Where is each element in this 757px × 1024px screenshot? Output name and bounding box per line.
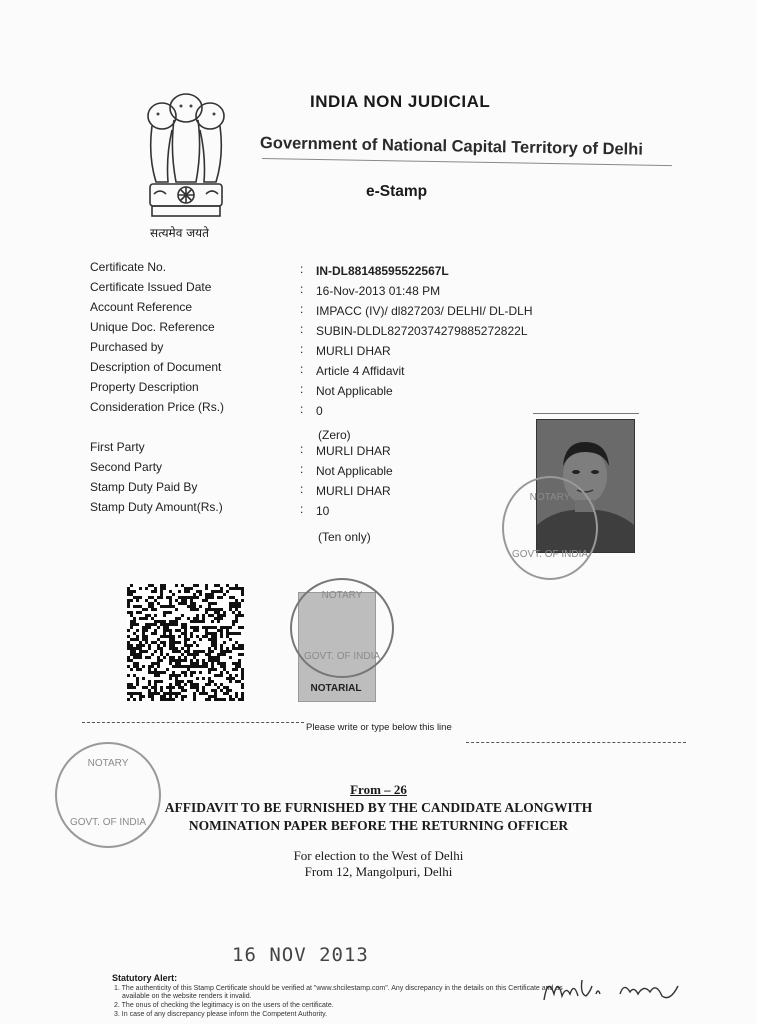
field-value: MURLI DHAR	[316, 484, 391, 498]
field-value: 16-Nov-2013 01:48 PM	[316, 284, 441, 298]
qr-code-icon	[127, 584, 244, 701]
field-value: (Zero)	[318, 428, 351, 442]
field-value: (Ten only)	[318, 530, 371, 544]
field-label: Stamp Duty Amount(Rs.)	[90, 500, 223, 514]
field-colon: :	[300, 502, 304, 516]
field-label: Certificate No.	[90, 260, 167, 274]
affidavit-line-1: AFFIDAVIT TO BE FURNISHED BY THE CANDIDATE ALONGWITH	[164, 800, 593, 815]
field-colon: :	[300, 402, 304, 416]
divider-right	[466, 742, 686, 743]
field-value: SUBIN-DLDL82720374279885272822L	[316, 324, 528, 338]
field-colon: :	[300, 362, 304, 376]
field-colon: :	[300, 442, 304, 456]
notary-seal-icon-3: NOTARY GOVT. OF INDIA	[55, 742, 161, 848]
field-label: Purchased by	[90, 340, 164, 354]
header-underline	[262, 158, 672, 166]
header-government: Government of National Capital Territory of Delhi	[259, 134, 644, 159]
field-label: Stamp Duty Paid By	[90, 480, 198, 494]
election-line-2: From 12, Mangolpuri, Delhi	[304, 864, 453, 879]
ashoka-emblem-icon	[138, 86, 234, 222]
photo-top-line	[533, 413, 639, 414]
statutory-line-2: available on the website renders it invalid.	[122, 993, 252, 1000]
field-label: Certificate Issued Date	[90, 280, 212, 294]
divider-text: Please write or type below this line	[306, 722, 452, 733]
field-value: Not Applicable	[316, 384, 393, 398]
field-colon: :	[300, 302, 304, 316]
field-value: MURLI DHAR	[316, 444, 391, 458]
handwritten-signature	[540, 972, 685, 1010]
field-label: Unique Doc. Reference	[90, 320, 215, 334]
statutory-line-4: 3. In case of any discrepancy please inform the Competent Authority.	[114, 1011, 328, 1018]
field-label: First Party	[90, 440, 145, 454]
field-value: Article 4 Affidavit	[316, 364, 405, 378]
statutory-alert-title: Statutory Alert:	[112, 973, 178, 983]
date-stamp: 16 NOV 2013	[232, 944, 369, 966]
field-colon: :	[300, 342, 304, 356]
statutory-line-3: 2. The onus of checking the legitimacy is on the users of the certificate.	[114, 1002, 334, 1009]
field-value: IN-DL88148595522567L	[316, 264, 449, 278]
field-label: Consideration Price (Rs.)	[90, 400, 225, 414]
field-label: Second Party	[90, 460, 163, 474]
field-colon: :	[300, 382, 304, 396]
field-colon: :	[300, 462, 304, 476]
affidavit-line-2: NOMINATION PAPER BEFORE THE RETURNING OFFICER	[188, 818, 569, 833]
notary-seal-icon-2: NOTARY GOVT. OF INDIA	[290, 578, 394, 678]
field-label: Description of Document	[90, 360, 222, 374]
field-value: IMPACC (IV)/ dl827203/ DELHI/ DL-DLH	[316, 304, 533, 318]
header-estamp: e-Stamp	[366, 183, 428, 200]
divider-left	[82, 722, 304, 723]
field-value: 10	[316, 504, 330, 518]
field-colon: :	[300, 282, 304, 296]
form-title: From – 26	[350, 782, 407, 797]
field-colon: :	[300, 262, 304, 276]
motto-text: सत्यमेव जयते	[150, 226, 209, 240]
election-line-1: For election to the West of Delhi	[293, 848, 464, 863]
field-colon: :	[300, 322, 304, 336]
field-value: MURLI DHAR	[316, 344, 391, 358]
field-label: Property Description	[90, 380, 199, 394]
field-label: Account Reference	[90, 300, 193, 314]
field-colon: :	[300, 482, 304, 496]
field-value: Not Applicable	[316, 464, 393, 478]
notary-seal-icon: NOTARY GOVT. OF INDIA	[502, 476, 598, 580]
notarial-label: NOTARIAL	[310, 683, 362, 694]
header-india-non-judicial: INDIA NON JUDICIAL	[310, 92, 491, 111]
field-value: 0	[316, 404, 323, 418]
statutory-line-1: 1. The authenticity of this Stamp Certificate should be verified at "www.shcilestamp.com". Any discrepancy in the details on this Certificate and as	[114, 985, 563, 992]
